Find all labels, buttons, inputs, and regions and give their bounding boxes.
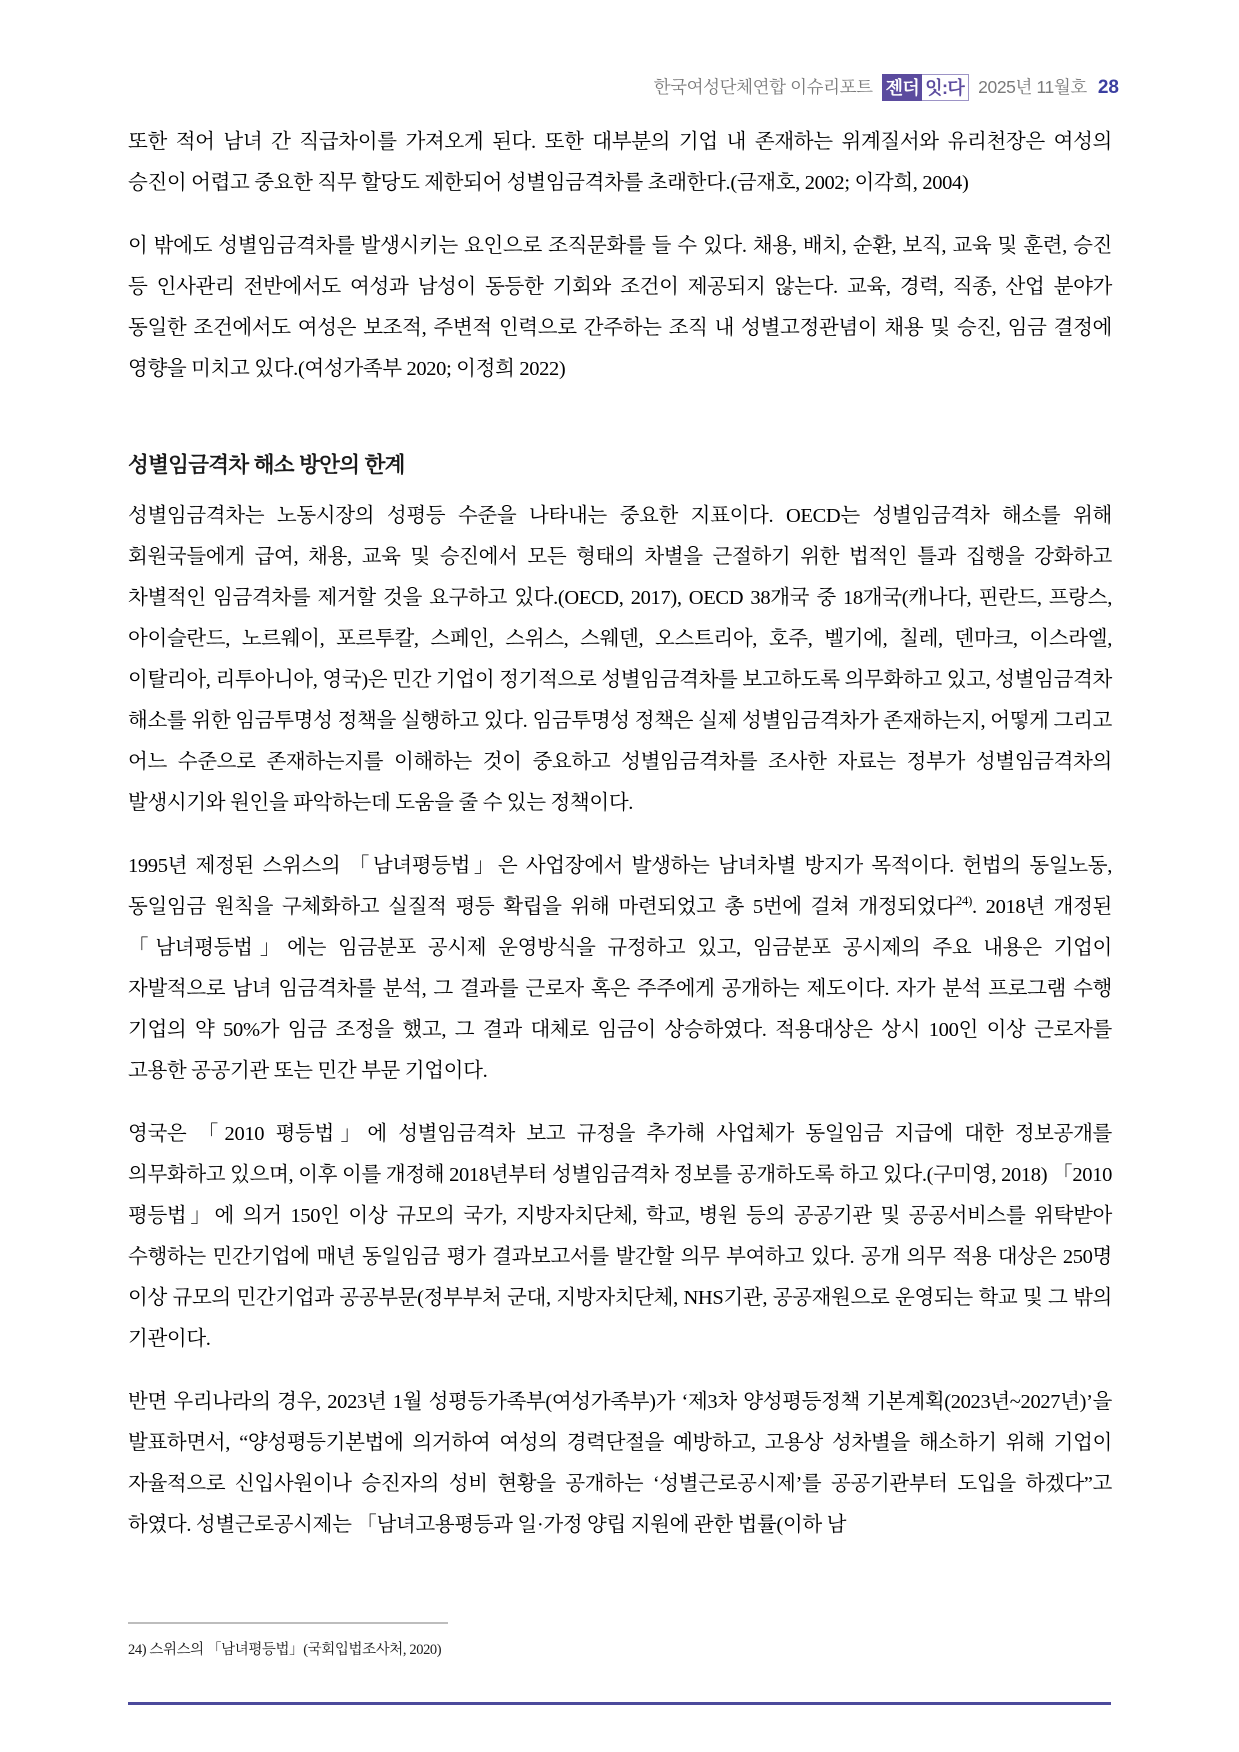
footnote-separator-rule	[128, 1622, 448, 1624]
page-bottom-rule	[128, 1702, 1111, 1705]
logo-text-primary: 젠더	[882, 74, 923, 101]
heading-spacer	[128, 412, 1112, 448]
page-number: 28	[1097, 77, 1119, 98]
logo-text-secondary: 잇:다	[922, 74, 969, 101]
footnote-reference-marker[interactable]: 24)	[955, 893, 972, 909]
body-content	[128, 122, 1112, 1546]
paragraph-text-before-ref: 1995년 제정된 스위스의 「남녀평등법」은 사업장에서 발생하는 남녀차별 방지가 목적이다. 헌법의 동일노동, 동일임금 원칙을 구체화하고 실질적 평등 확립을 위해 마련되었고 총 5번에 걸쳐 개정되었다	[128, 855, 1112, 918]
paragraph: 영국은 「2010 평등법」에 성별임금격차 보고 규정을 추가해 사업체가 동일임금 지급에 대한 정보공개를 의무화하고 있으며, 이후 이를 개정해 2018년부터 성별임금격차 정보를 공개하도록 하고 있다.(구미영, 2018) 「2010 평등법」에 의거 150인 이상 규모의 국가, 지방자치단체, 학교, 병원 등의 공공기관 및 공공서비스를 위탁받아 수행하는 민간기업에 매년 동일임금 평가 결과보고서를 발간할 의무 부여하고 있다. 공개 의무 적용 대상은 250명 이상 규모의 민간기업과 공공부문(정부부처 군대, 지방자치단체, NHS기관, 공공재원으로 운영되는 학교 및 그 밖의 기관이다.	[128, 1123, 1112, 1350]
paragraph-text-after-ref: . 2018년 개정된 「남녀평등법」에는 임금분포 공시제 운영방식을 규정하고 있고, 임금분포 공시제의 주요 내용은 기업이 자발적으로 남녀 임금격차를 분석, 그 결과를 근로자 혹은 주주에게 공개하는 제도이다. 자가 분석 프로그램 수행 기업의 약 50%가 임금 조정을 했고, 그 결과 대체로 임금이 상승하였다. 적용대상은 상시 100인 이상 근로자를 고용한 공공기관 또는 민간 부문 기업이다.	[128, 896, 1112, 1082]
footnote-area	[128, 1622, 1112, 1662]
paragraph: 이 밖에도 성별임금격차를 발생시키는 요인으로 조직문화를 들 수 있다. 채용, 배치, 순환, 보직, 교육 및 훈련, 승진 등 인사관리 전반에서도 여성과 남성이 동등한 기회와 조건이 제공되지 않는다. 교육, 경력, 직종, 산업 분야가 동일한 조건에서도 여성은 보조적, 주변적 인력으로 간주하는 조직 내 성별고정관념이 채용 및 승진, 임금 결정에 영향을 미치고 있다.(여성가족부 2020; 이정희 2022)	[128, 235, 1112, 380]
paragraph: 또한 적어 남녀 간 직급차이를 가져오게 된다. 또한 대부분의 기업 내 존재하는 위계질서와 유리천장은 여성의 승진이 어렵고 중요한 직무 할당도 제한되어 성별임금격차를 초래한다.(금재호, 2002; 이각희, 2004)	[128, 131, 1112, 194]
publisher-name: 한국여성단체연합 이슈리포트	[653, 76, 873, 97]
paragraph-with-footnote-ref	[128, 846, 1112, 1092]
running-head	[654, 74, 1119, 101]
footnote-item: 24) 스위스의 「남녀평등법」(국회입법조사처, 2020)	[128, 1642, 442, 1658]
gender-itda-logo	[882, 74, 970, 101]
paragraph: 성별임금격차는 노동시장의 성평등 수준을 나타내는 중요한 지표이다. OECD는 성별임금격차 해소를 위해 회원국들에게 급여, 채용, 교육 및 승진에서 모든 형태의 차별을 근절하기 위한 법적인 틀과 집행을 강화하고 차별적인 임금격차를 제거할 것을 요구하고 있다.(OECD, 2017), OECD 38개국 중 18개국(캐나다, 핀란드, 프랑스, 아이슬란드, 노르웨이, 포르투칼, 스페인, 스위스, 스웨덴, 오스트리아, 호주, 벨기에, 칠레, 덴마크, 이스라엘, 이탈리아, 리투아니아, 영국)은 민간 기업이 정기적으로 성별임금격차를 보고하도록 의무화하고 있고, 성별임금격차 해소를 위한 임금투명성 정책을 실행하고 있다. 임금투명성 정책은 실제 성별임금격차가 존재하는지, 어떻게 그리고 어느 수준으로 존재하는지를 이해하는 것이 중요하고 성별임금격차를 조사한 자료는 정부가 성별임금격차의 발생시기와 원인을 파악하는데 도움을 줄 수 있는 정책이다.	[128, 505, 1112, 814]
issue-date: 2025년 11월호	[978, 76, 1087, 97]
section-heading: 성별임금격차 해소 방안의 한계	[128, 453, 405, 477]
paragraph: 반면 우리나라의 경우, 2023년 1월 성평등가족부(여성가족부)가 ‘제3차 양성평등정책 기본계획(2023년~2027년)’을 발표하면서, “양성평등기본법에 의거하여 여성의 경력단절을 예방하고, 고용상 성차별을 해소하기 위해 기업이 자율적으로 신입사원이나 승진자의 성비 현황을 공개하는 ‘성별근로공시제’를 공공기관부터 도입을 하겠다”고 하였다. 성별근로공시제는 「남녀고용평등과 일·가정 양립 지원에 관한 법률(이하 남	[128, 1391, 1112, 1536]
